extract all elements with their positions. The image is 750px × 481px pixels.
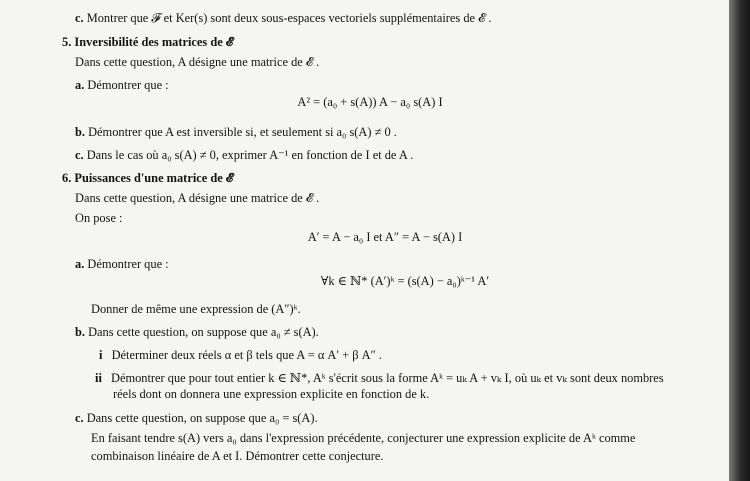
item-c-previous: c. Montrer que 𝓕 et Ker(s) sont deux sous-espaces vectoriels supplémentaires de 𝓔 . <box>75 11 492 25</box>
section-5-item-b: b. Démontrer que A est inversible si, et seulement si a₀ s(A) ≠ 0 . <box>75 125 397 139</box>
section-6-item-b-ii: ii Démontrer que pour tout entier k ∈ ℕ*, Aᵏ s'écrit sous la forme Aᵏ = uₖ A + vₖ I, où uₖ et vₖ sont deux nombres <box>95 371 664 385</box>
section-5-item-a: a. Démontrer que : <box>75 78 169 92</box>
formula-a-squared: A² = (a₀ + s(A)) A − a₀ s(A) I <box>297 95 443 109</box>
section-5-item-c: c. Dans le cas où a₀ s(A) ≠ 0, exprimer A⁻¹ en fonction de I et de A . <box>75 148 414 162</box>
section-5-heading: 5. Inversibilité des matrices de 𝓔 <box>62 35 233 49</box>
section-6-item-b-i: i Déterminer deux réels α et β tels que A = α A′ + β A″ . <box>99 348 382 362</box>
section-6-heading: 6. Puissances d'une matrice de 𝓔 <box>62 171 233 185</box>
section-6-item-b: b. Dans cette question, on suppose que a₀ ≠ s(A). <box>75 325 319 339</box>
section-6-item-a: a. Démontrer que : <box>75 257 169 271</box>
section-6-item-c-line1: En faisant tendre s(A) vers a₀ dans l'expression précédente, conjecturer une expression explicite de Aᵏ comme <box>91 431 636 445</box>
page-edge-shadow <box>729 0 750 481</box>
section-5-intro: Dans cette question, A désigne une matrice de 𝓔 . <box>75 55 320 69</box>
formula-pose: A′ = A − a₀ I et A″ = A − s(A) I <box>307 230 463 244</box>
section-6-item-c: c. Dans cette question, on suppose que a₀ = s(A). <box>75 411 318 425</box>
section-6-intro: Dans cette question, A désigne une matrice de 𝓔 . <box>75 191 320 205</box>
section-6-item-c-line2: combinaison linéaire de A et I. Démontrer cette conjecture. <box>91 449 384 463</box>
section-6-item-a-after: Donner de même une expression de (A″)ᵏ. <box>91 302 301 316</box>
section-6-pose: On pose : <box>75 211 123 225</box>
formula-a-prime-power: ∀k ∈ ℕ* (A′)ᵏ = (s(A) − a₀)ᵏ⁻¹ A′ <box>320 274 490 288</box>
section-6-item-b-ii-cont: réels dont on donnera une expression explicite en fonction de k. <box>113 387 430 401</box>
